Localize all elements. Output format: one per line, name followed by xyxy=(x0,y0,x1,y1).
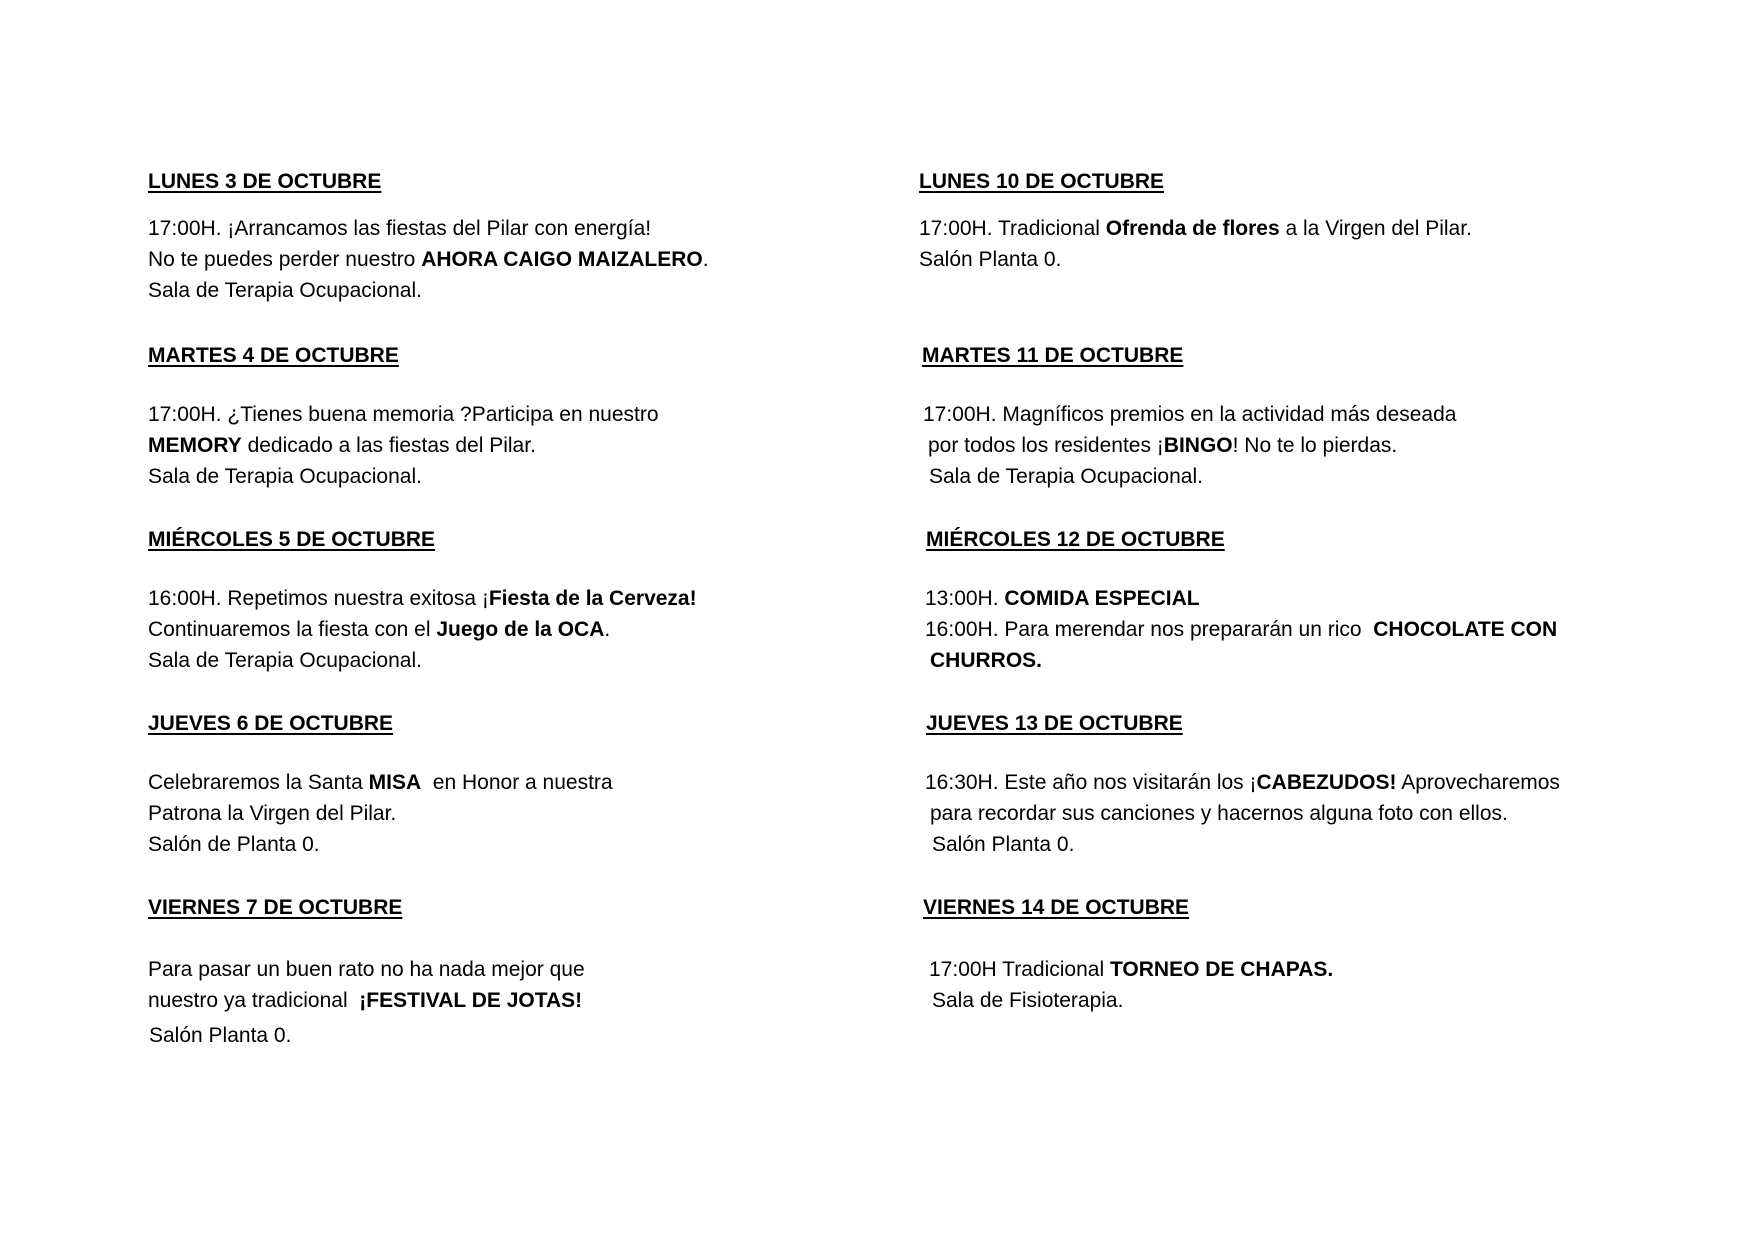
event-line xyxy=(148,798,396,829)
text-segment: por todos los residentes ¡ xyxy=(928,434,1164,457)
text-segment: Salón Planta 0. xyxy=(932,833,1075,856)
highlighted-text: BINGO xyxy=(1163,434,1233,457)
text-segment: 17:00H. ¡Arrancamos las fiestas del Pilar con energía! xyxy=(148,217,652,240)
highlighted-text: Fiesta de la Cerveza! xyxy=(488,587,697,610)
event-line xyxy=(930,798,1508,829)
event-line xyxy=(932,985,1123,1016)
text-segment: No te puedes perder nuestro xyxy=(148,248,422,271)
text-segment: Aprovecharemos xyxy=(1396,771,1560,794)
highlighted-text: ¡FESTIVAL DE JOTAS! xyxy=(359,989,583,1012)
highlighted-text: MEMORY xyxy=(148,434,242,457)
text-segment: 16:00H. Para merendar nos prepararán un rico xyxy=(925,618,1374,641)
highlighted-text: COMIDA ESPECIAL xyxy=(1004,587,1200,610)
day-block xyxy=(148,171,381,192)
event-line xyxy=(925,583,1200,614)
event-line xyxy=(148,213,651,244)
event-line xyxy=(148,767,613,798)
text-segment: . xyxy=(702,248,709,271)
event-line xyxy=(919,213,1472,244)
text-segment: Salón Planta 0. xyxy=(919,248,1062,271)
highlighted-text: TORNEO DE CHAPAS. xyxy=(1109,958,1334,981)
text-segment: . xyxy=(604,618,611,641)
day-heading: VIERNES 14 DE OCTUBRE xyxy=(923,896,1190,919)
event-line xyxy=(925,614,1557,645)
event-line xyxy=(148,614,610,645)
day-block xyxy=(922,345,1183,366)
text-segment: a la Virgen del Pilar. xyxy=(1279,217,1472,240)
text-segment: Patrona la Virgen del Pilar. xyxy=(148,802,397,825)
event-line xyxy=(932,829,1074,860)
day-heading: JUEVES 13 DE OCTUBRE xyxy=(926,712,1183,735)
day-heading: MIÉRCOLES 5 DE OCTUBRE xyxy=(148,528,436,551)
text-segment: Sala de Terapia Ocupacional. xyxy=(148,279,422,302)
event-line xyxy=(148,645,422,676)
day-heading: MARTES 11 DE OCTUBRE xyxy=(922,344,1184,367)
day-block xyxy=(923,897,1189,918)
text-segment: Continuaremos la fiesta con el xyxy=(148,618,437,641)
event-line xyxy=(919,244,1061,275)
text-segment: Sala de Terapia Ocupacional. xyxy=(148,649,422,672)
text-segment: ! No te lo pierdas. xyxy=(1232,434,1398,457)
day-block xyxy=(919,171,1164,192)
day-block xyxy=(926,713,1183,734)
event-line xyxy=(148,399,659,430)
text-segment: 17:00H Tradicional xyxy=(929,958,1110,981)
highlighted-text: AHORA CAIGO MAIZALERO xyxy=(421,248,703,271)
day-heading: JUEVES 6 DE OCTUBRE xyxy=(148,712,394,735)
text-segment: en Honor a nuestra xyxy=(421,771,613,794)
event-line xyxy=(148,430,536,461)
text-segment: 17:00H. Magníficos premios en la actividad más deseada xyxy=(923,403,1457,426)
text-segment: Para pasar un buen rato no ha nada mejor que xyxy=(148,958,585,981)
highlighted-text: CHURROS. xyxy=(930,649,1043,672)
day-heading: LUNES 3 DE OCTUBRE xyxy=(148,170,382,193)
event-line xyxy=(148,583,697,614)
event-line xyxy=(148,461,422,492)
day-heading: MIÉRCOLES 12 DE OCTUBRE xyxy=(926,528,1225,551)
day-heading: VIERNES 7 DE OCTUBRE xyxy=(148,896,403,919)
event-line xyxy=(925,767,1560,798)
highlighted-text: CHOCOLATE CON xyxy=(1373,618,1558,641)
text-segment: 13:00H. xyxy=(925,587,1005,610)
text-segment: 16:30H. Este año nos visitarán los ¡ xyxy=(925,771,1257,794)
text-segment: dedicado a las fiestas del Pilar. xyxy=(241,434,536,457)
text-segment: 16:00H. Repetimos nuestra exitosa ¡ xyxy=(148,587,489,610)
event-line xyxy=(148,954,585,985)
text-segment: Celebraremos la Santa xyxy=(148,771,369,794)
text-segment: 17:00H. ¿Tienes buena memoria ?Participa en nuestro xyxy=(148,403,659,426)
text-segment: Salón de Planta 0. xyxy=(148,833,320,856)
text-segment: Sala de Fisioterapia. xyxy=(932,989,1124,1012)
day-block xyxy=(148,897,402,918)
day-block xyxy=(148,345,399,366)
event-line xyxy=(148,275,422,306)
text-segment: para recordar sus canciones y hacernos alguna foto con ellos. xyxy=(930,802,1508,825)
event-line xyxy=(929,461,1203,492)
event-line xyxy=(149,1020,291,1051)
day-block xyxy=(926,529,1225,550)
event-line xyxy=(148,829,320,860)
event-line xyxy=(928,430,1397,461)
highlighted-text: Ofrenda de flores xyxy=(1105,217,1280,240)
highlighted-text: MISA xyxy=(368,771,422,794)
day-block xyxy=(148,713,393,734)
day-block xyxy=(148,529,435,550)
event-line xyxy=(923,399,1456,430)
highlighted-text: CABEZUDOS! xyxy=(1256,771,1397,794)
text-segment: nuestro ya tradicional xyxy=(148,989,360,1012)
event-line xyxy=(148,244,709,275)
text-segment: 17:00H. Tradicional xyxy=(919,217,1106,240)
day-heading: MARTES 4 DE OCTUBRE xyxy=(148,344,399,367)
event-line xyxy=(929,954,1333,985)
event-line xyxy=(148,985,582,1016)
event-line xyxy=(930,645,1042,676)
day-heading: LUNES 10 DE OCTUBRE xyxy=(919,170,1165,193)
text-segment: Sala de Terapia Ocupacional. xyxy=(929,465,1203,488)
highlighted-text: Juego de la OCA xyxy=(436,618,605,641)
text-segment: Salón Planta 0. xyxy=(149,1024,292,1047)
text-segment: Sala de Terapia Ocupacional. xyxy=(148,465,422,488)
